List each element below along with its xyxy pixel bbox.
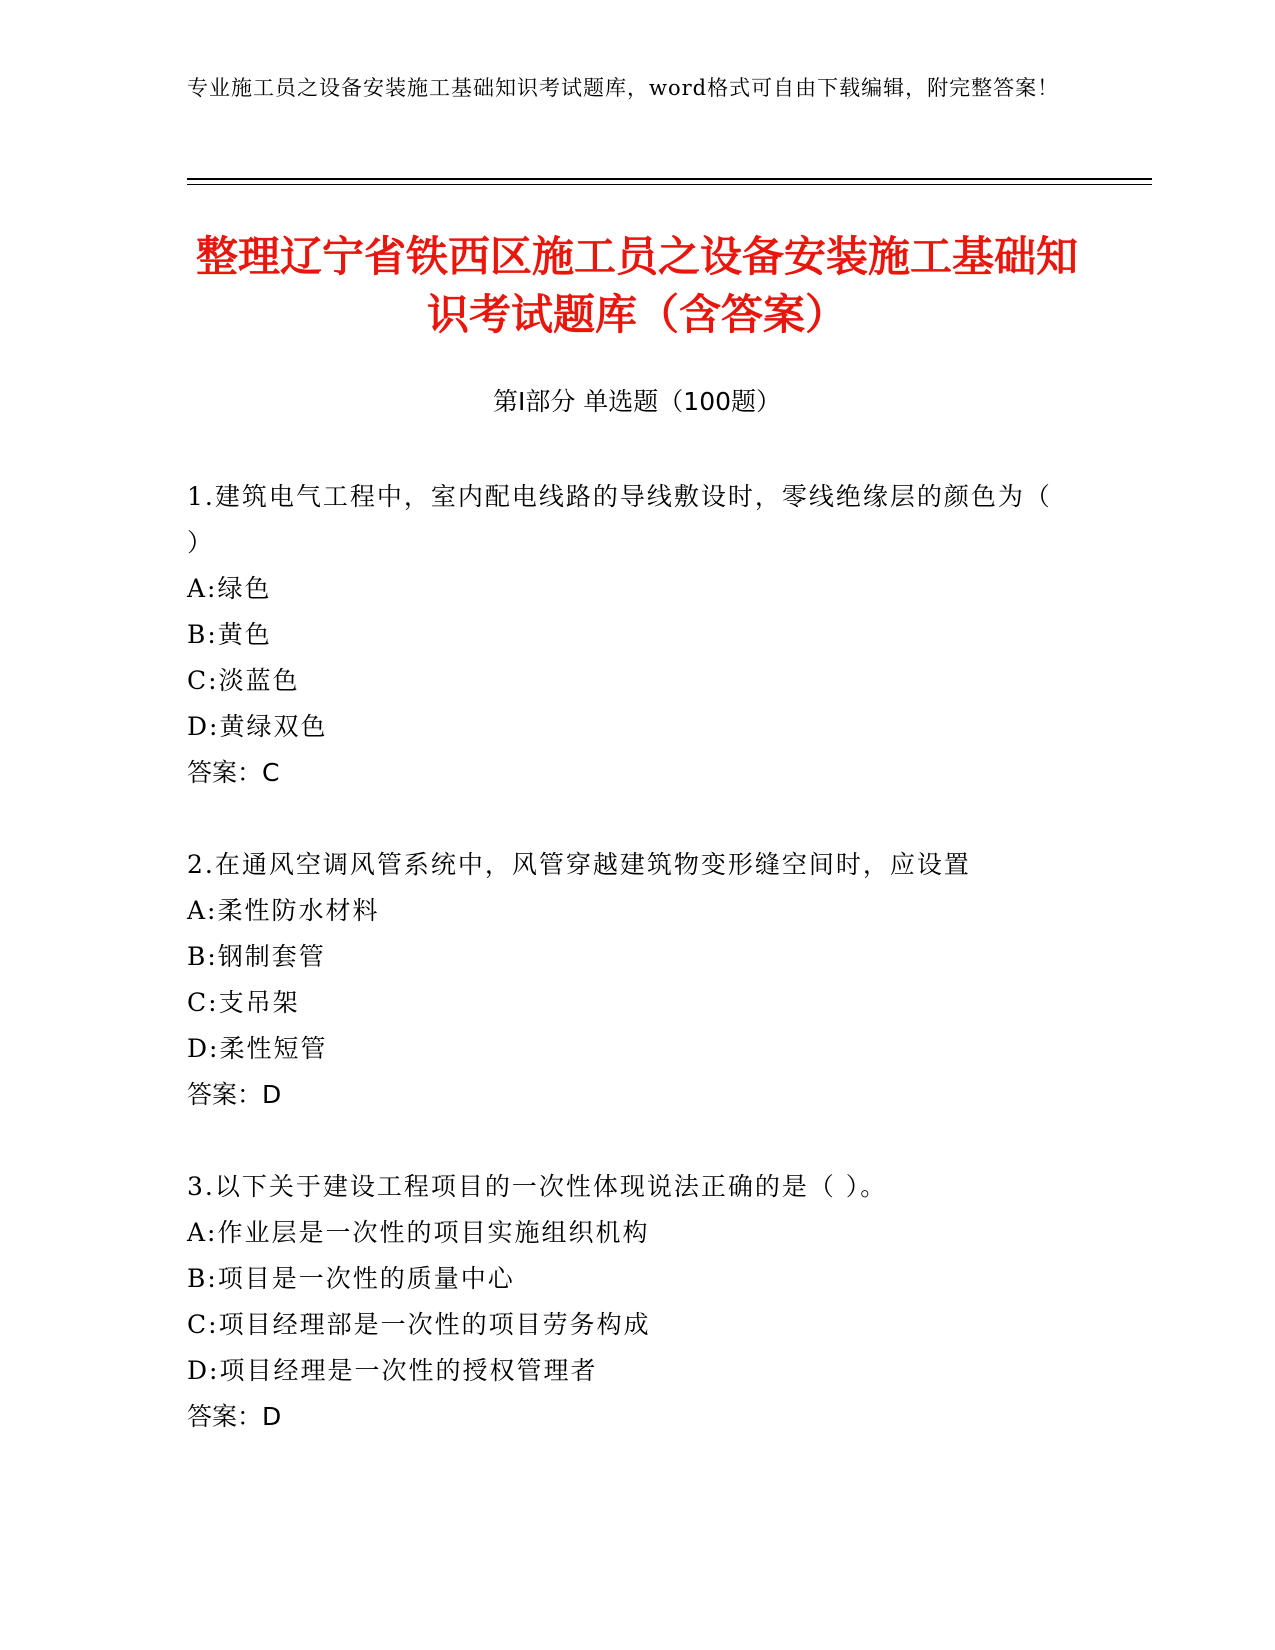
section-heading: 第Ⅰ部分 单选题（100题） [492, 387, 782, 416]
option-key: B: [187, 1264, 218, 1293]
option-text: 黄绿双色 [219, 712, 328, 741]
option-a [187, 888, 1067, 934]
header-note: 专业施工员之设备安装施工基础知识考试题库，word格式可自由下载编辑，附完整答案！ [187, 76, 1060, 100]
option-key: C: [187, 666, 219, 695]
question-list [187, 474, 1067, 1486]
option-text: 绿色 [217, 574, 272, 603]
question-stem: 1.建筑电气工程中，室内配电线路的导线敷设时，零线绝缘层的颜色为（ ） [187, 482, 1052, 557]
option-key: A: [187, 574, 218, 603]
option-b [187, 1256, 1067, 1302]
option-b [187, 612, 1067, 658]
option-c [187, 1302, 1067, 1348]
option-key: D: [187, 1356, 220, 1385]
question-2 [187, 842, 1067, 1118]
option-key: A: [187, 1218, 218, 1247]
question-stem: 2.在通风空调风管系统中，风管穿越建筑物变形缝空间时，应设置 [187, 850, 971, 879]
option-c [187, 980, 1067, 1026]
option-d [187, 1348, 1067, 1394]
header-divider-thick [187, 178, 1152, 180]
option-d [187, 1026, 1067, 1072]
answer-line: 答案：D [187, 1080, 282, 1109]
option-text: 淡蓝色 [218, 666, 300, 695]
option-key: D: [187, 712, 220, 741]
question-stem: 3.以下关于建设工程项目的一次性体现说法正确的是（ ）。 [187, 1172, 888, 1201]
option-key: B: [187, 942, 218, 971]
option-key: C: [187, 988, 219, 1017]
option-b [187, 934, 1067, 980]
option-text: 钢制套管 [217, 942, 326, 971]
option-key: C: [187, 1310, 219, 1339]
option-c [187, 658, 1067, 704]
question-1 [187, 474, 1067, 796]
option-key: D: [187, 1034, 220, 1063]
option-text: 项目经理部是一次性的项目劳务构成 [218, 1310, 651, 1339]
option-a [187, 1210, 1067, 1256]
option-a [187, 566, 1067, 612]
option-key: B: [187, 620, 218, 649]
option-text: 支吊架 [218, 988, 300, 1017]
question-3 [187, 1164, 1067, 1440]
option-text: 柔性防水材料 [217, 896, 380, 925]
option-d [187, 704, 1067, 750]
option-key: A: [187, 896, 218, 925]
answer-line: 答案：D [187, 1402, 282, 1431]
answer-line: 答案：C [187, 758, 280, 787]
option-text: 作业层是一次性的项目实施组织机构 [217, 1218, 650, 1247]
option-text: 项目经理是一次性的授权管理者 [219, 1356, 598, 1385]
option-text: 柔性短管 [219, 1034, 328, 1063]
document-title: 整理辽宁省铁西区施工员之设备安装施工基础知识考试题库（含答案） [195, 232, 1078, 339]
option-text: 项目是一次性的质量中心 [217, 1264, 515, 1293]
header-divider-thin [187, 184, 1152, 185]
option-text: 黄色 [217, 620, 272, 649]
